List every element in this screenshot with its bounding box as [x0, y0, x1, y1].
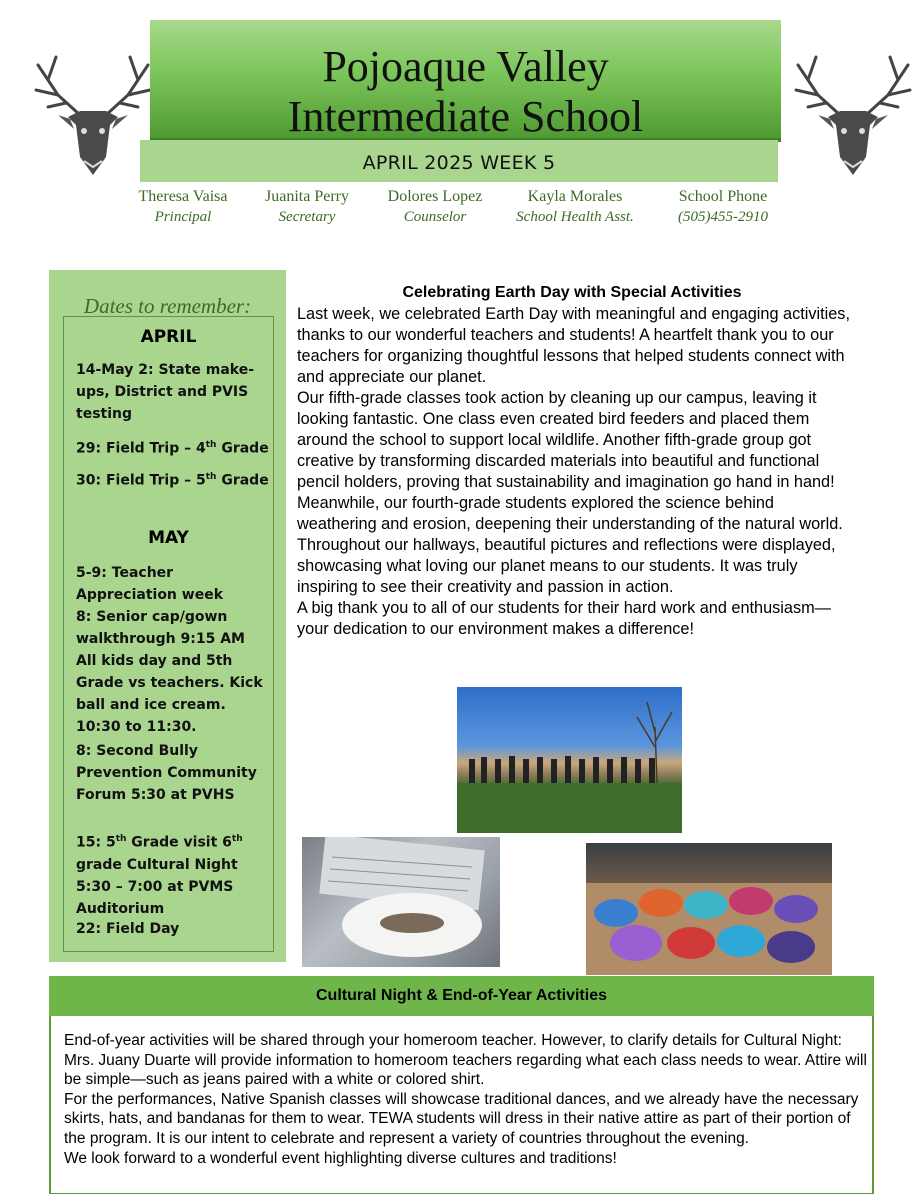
date-item: 15: 5th Grade visit 6th grade Cultural Night 5:30 – 7:00 at PVMS Auditorium [76, 834, 243, 917]
date-item: 30: Field Trip – 5th Grade [76, 472, 269, 489]
date-item: 8: Second Bully Prevention Community Forum 5:30 at PVHS [76, 743, 257, 803]
staff-principal [118, 187, 248, 227]
staff-health-assistant [500, 187, 650, 227]
cultural-night-body [64, 1031, 869, 1168]
dates-sidebar [49, 270, 286, 962]
article-title: Celebrating Earth Day with Special Activities [402, 284, 742, 301]
art-bowls-photo [586, 843, 832, 975]
staff-name: School Phone [678, 188, 768, 205]
article-paragraph: Our fifth-grade classes took action by cleaning up our campus, leaving it looking fantastic. One class even created bird feeders and placed them around the school to support local wildlife. Another fifth-grade group got creative by transforming discarded materials into beautiful and functional pencil holders, proving that sustainability and imagination go hand in hand! Meanwhile, our fourth-grade students explored the science behind weathering and erosion, deepening their understanding of the natural world. [297, 389, 843, 533]
school-phone [660, 187, 786, 227]
staff-name: Dolores Lopez [387, 188, 483, 205]
staff-role: School Health Asst. [516, 209, 634, 225]
article-paragraph: Throughout our hallways, beautiful pictures and reflections were displayed, showcasing what loving our planet means to our students. It was truly inspiring to see their creativity and passion in action. [297, 536, 836, 596]
article-paragraph: Last week, we celebrated Earth Day with meaningful and engaging activities, thanks to our wonderful teachers and students! A heartfelt thank you to our teachers for organizing thoughtful lessons that helped students connect with and appreciate our planet. [297, 305, 850, 386]
staff-role: Principal [154, 209, 212, 225]
date-item: 29: Field Trip – 4th Grade [76, 440, 269, 457]
date-item: 5-9: Teacher Appreciation week [76, 565, 224, 603]
cultural-night-header [49, 976, 874, 1016]
deer-head-icon [778, 45, 922, 185]
phone-number: (505)455-2910 [678, 209, 768, 225]
staff-name: Juanita Perry [265, 188, 349, 205]
staff-counselor [370, 187, 500, 227]
cultural-night-title: Cultural Night & End-of-Year Activities [316, 987, 607, 1004]
cultural-night-paragraph: We look forward to a wonderful event highlighting diverse cultures and traditions! [64, 1149, 617, 1167]
date-item: 14-May 2: State make-ups, District and PVIS testing [76, 362, 255, 422]
date-item: All kids day and 5th Grade vs teachers. Kick ball and ice cream. 10:30 to 11:30. [76, 653, 263, 735]
month-may: MAY [148, 528, 189, 548]
article-body [297, 304, 857, 640]
date-item: 22: Field Day [76, 921, 180, 937]
week-bar [140, 140, 778, 182]
school-name-line-2: Intermediate School [287, 92, 644, 141]
staff-name: Theresa Vaisa [138, 188, 228, 205]
cultural-night-paragraph: End-of-year activities will be shared through your homeroom teacher. However, to clarify details for Cultural Night: Mrs. Juany Duarte will provide information to homeroom teachers regarding what each class needs to wear. Attire will be simple—such as jeans paired with a white or colored shirt. [64, 1032, 867, 1089]
staff-role: Secretary [278, 209, 336, 225]
staff-role: Counselor [403, 209, 467, 225]
sidebar-heading: Dates to remember: [83, 294, 252, 318]
staff-secretary [246, 187, 368, 227]
article-paragraph: A big thank you to all of our students for their hard work and enthusiasm—your dedication to our environment makes a difference! [297, 599, 831, 638]
school-name-line-1: Pojoaque Valley [322, 42, 609, 91]
cultural-night-paragraph: For the performances, Native Spanish classes will showcase traditional dances, and we already have the necessary skirts, hats, and bandanas for them to wear. TEWA students will dress in their native attire as part of their portion of the program. It is our intent to celebrate and represent a variety of countries throughout the evening. [64, 1090, 859, 1147]
week-label: APRIL 2025 WEEK 5 [362, 152, 556, 174]
staff-name: Kayla Morales [527, 188, 623, 205]
erosion-experiment-photo [302, 837, 500, 967]
month-april: APRIL [140, 327, 197, 347]
earth-day-group-photo [457, 687, 682, 833]
dates-box [63, 316, 274, 952]
date-item: 8: Senior cap/gown walkthrough 9:15 AM [76, 609, 245, 647]
